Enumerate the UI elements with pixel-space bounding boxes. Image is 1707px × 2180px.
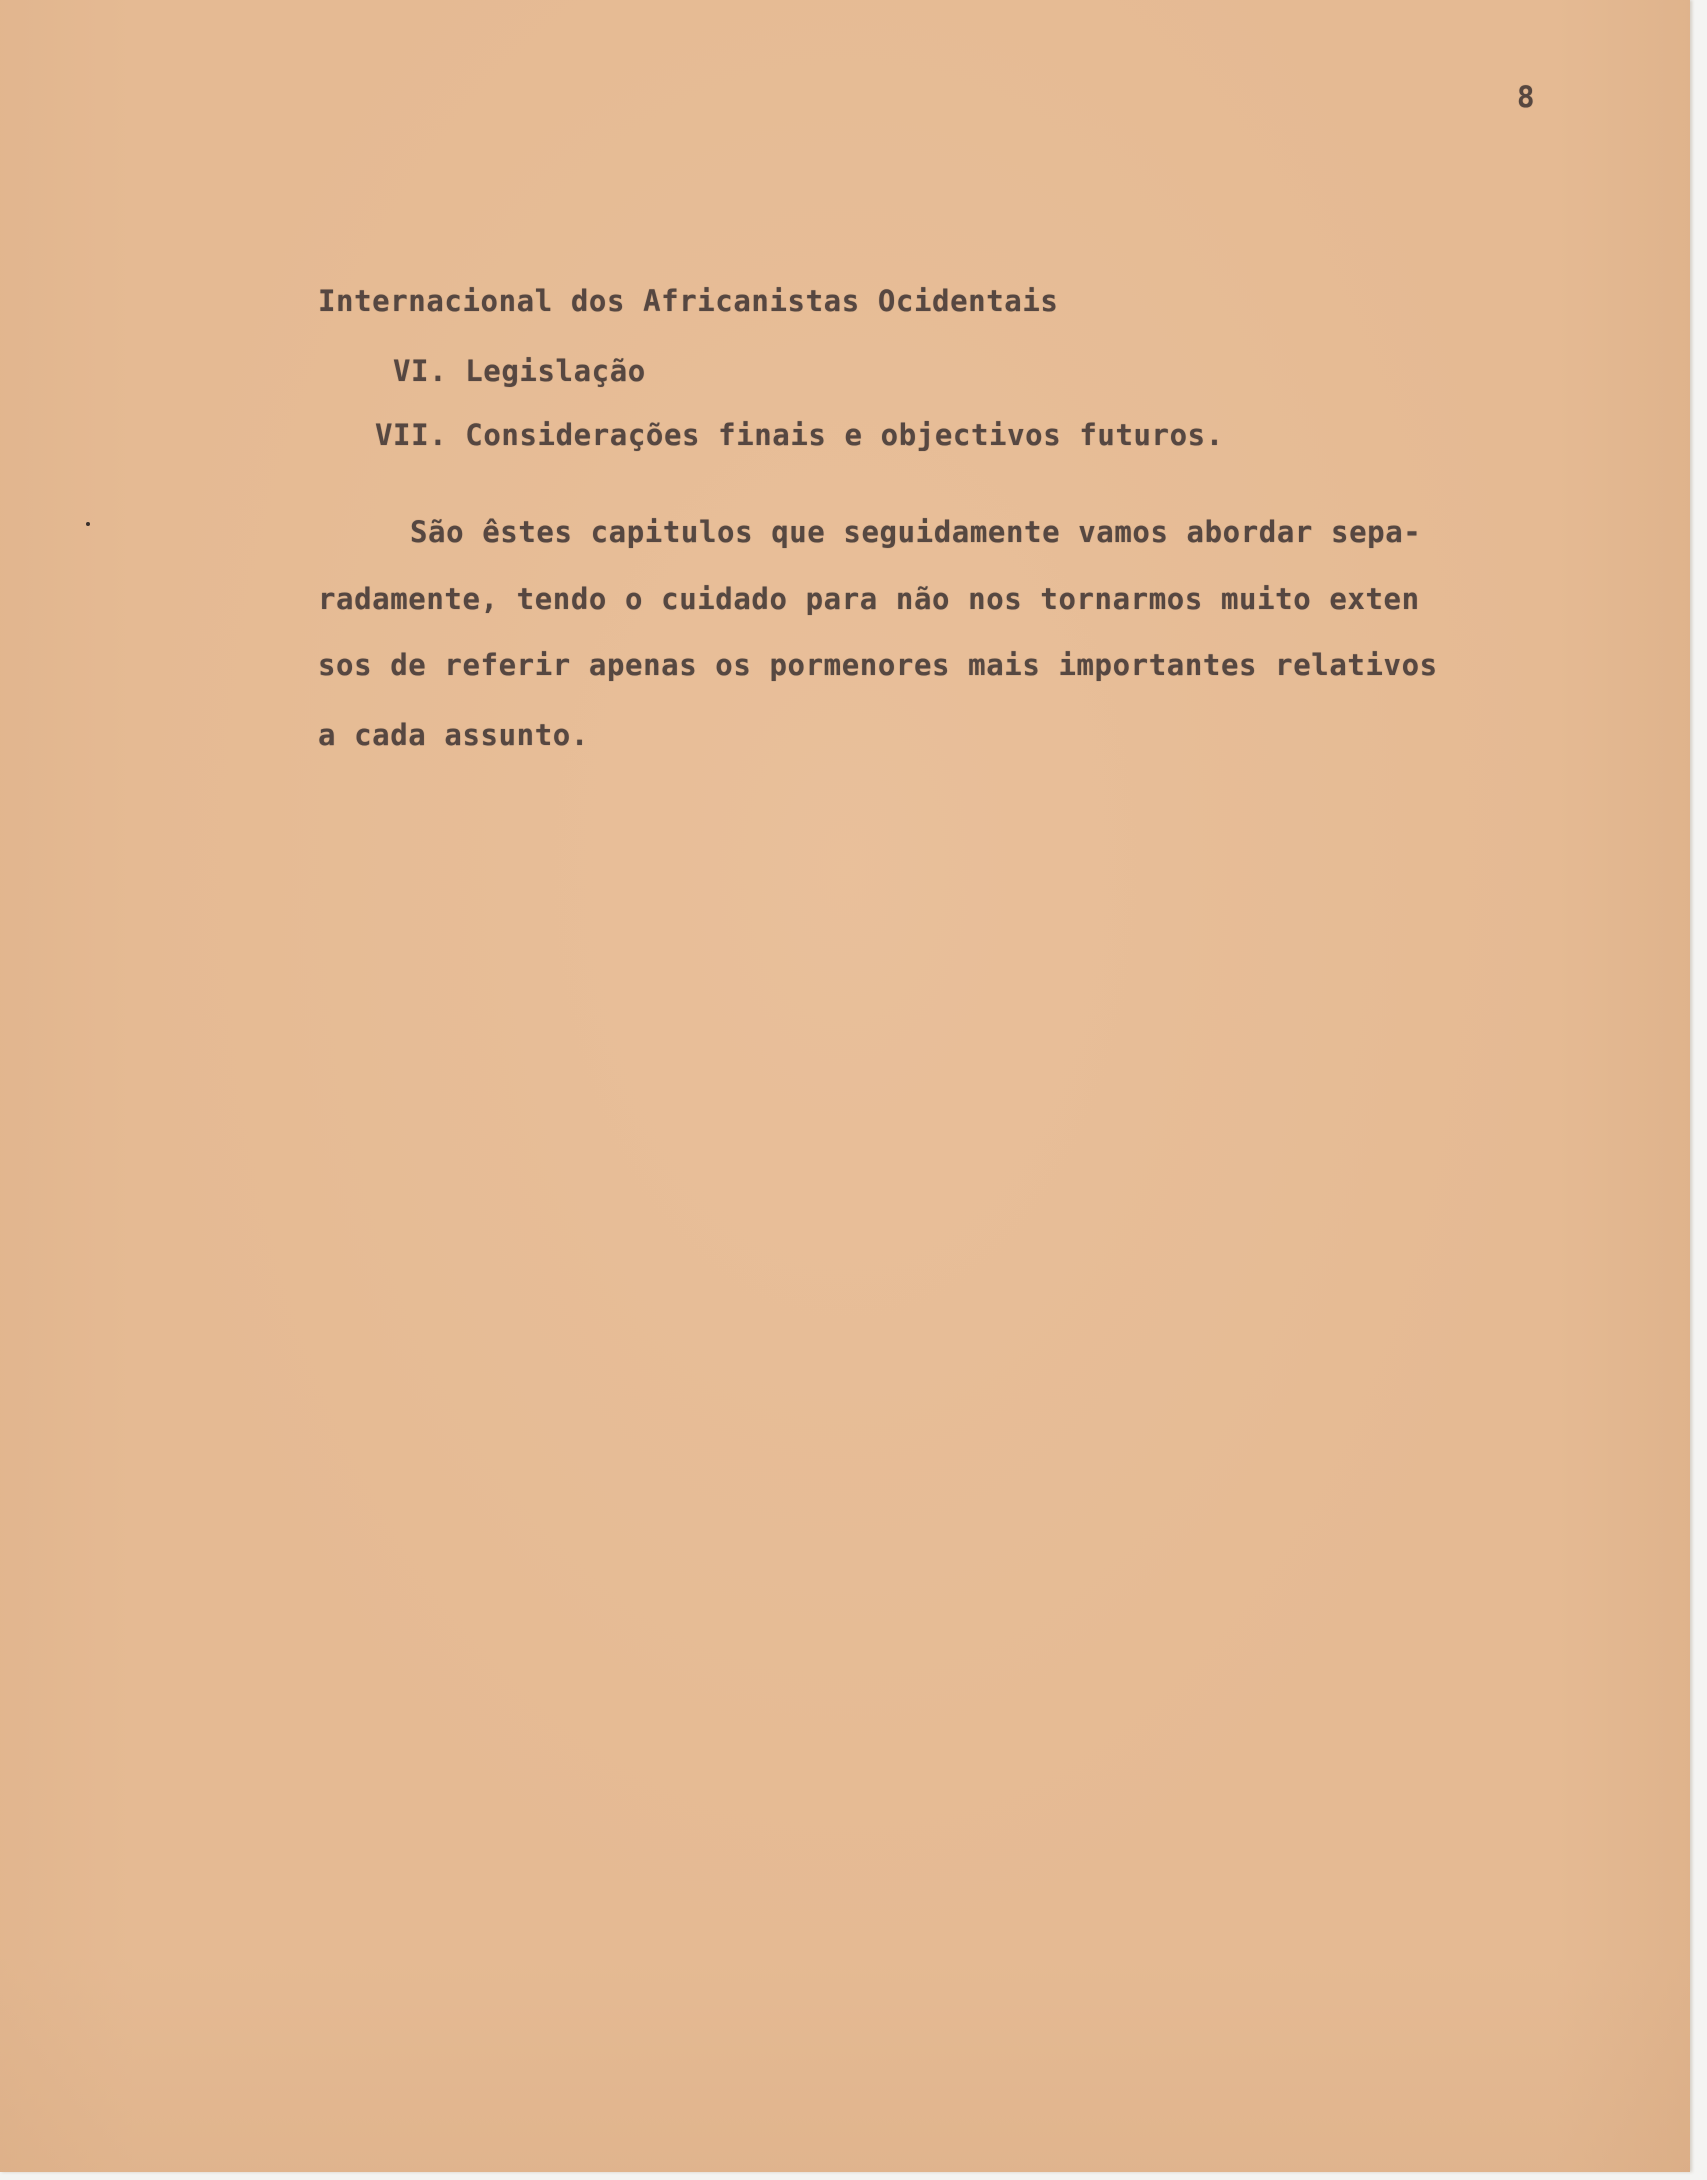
page-number: 8 — [1517, 80, 1536, 114]
list-item-vii: VII. Considerações finais e objectivos futuros. — [375, 418, 1224, 452]
paragraph-line: radamente, tendo o cuidado para não nos tornarmos muito exten — [318, 582, 1420, 616]
list-item-vi: VI. Legislação — [393, 354, 646, 388]
paper-speck — [86, 522, 90, 526]
paragraph-line: sos de referir apenas os pormenores mais importantes relativos — [318, 648, 1438, 682]
paragraph-line: a cada assunto. — [318, 718, 589, 752]
paragraph-line: São êstes capitulos que seguidamente vamos abordar sepa- — [410, 515, 1422, 549]
heading-continuation: Internacional dos Africanistas Ocidentais — [318, 284, 1059, 318]
